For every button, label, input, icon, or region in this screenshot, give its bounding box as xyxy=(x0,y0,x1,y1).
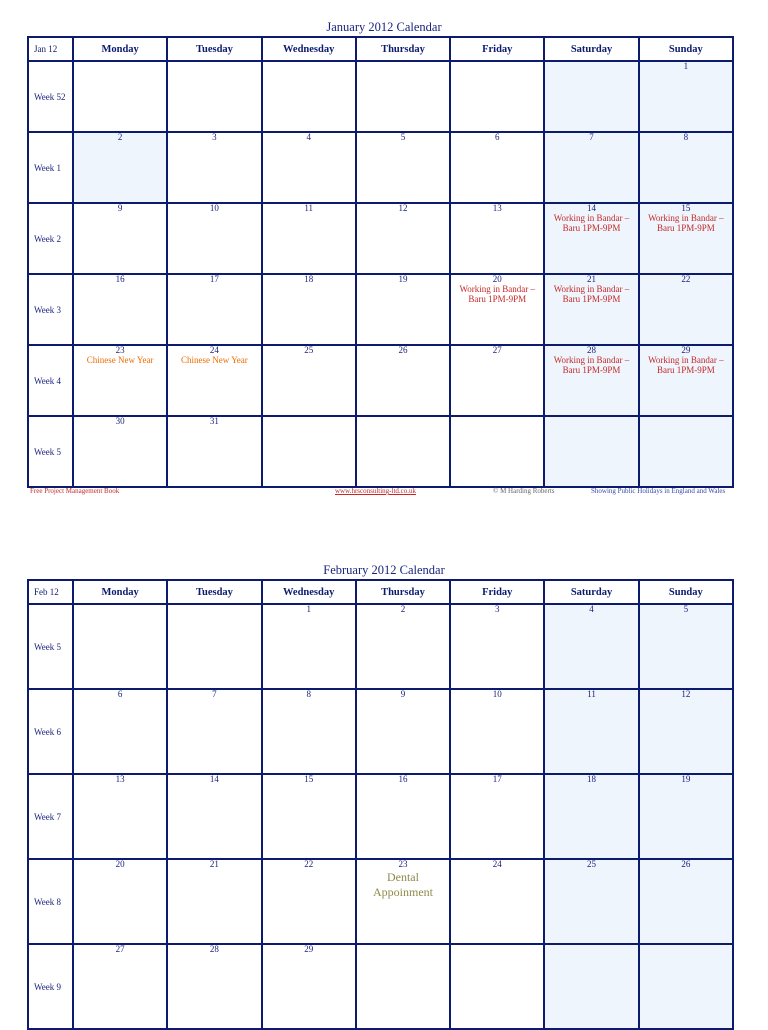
week-label: Week 2 xyxy=(28,203,73,274)
day-cell[interactable] xyxy=(544,689,638,774)
day-number: 7 xyxy=(212,689,217,699)
week-label: Week 6 xyxy=(28,689,73,774)
day-number: 26 xyxy=(398,345,408,355)
day-cell[interactable] xyxy=(356,416,450,487)
day-cell[interactable] xyxy=(73,274,167,345)
day-cell[interactable] xyxy=(167,132,261,203)
day-number: 1 xyxy=(683,61,689,71)
week-label: Week 5 xyxy=(28,604,73,689)
day-number: 16 xyxy=(398,774,408,784)
day-number: 19 xyxy=(398,274,408,284)
day-number: 15 xyxy=(681,203,691,213)
day-cell[interactable] xyxy=(167,859,261,944)
day-cell[interactable] xyxy=(544,859,638,944)
week-label: Week 9 xyxy=(28,944,73,1029)
day-cell[interactable] xyxy=(356,203,450,274)
day-number: 28 xyxy=(209,944,219,954)
day-number: 11 xyxy=(304,203,314,213)
header-tuesday: Tuesday xyxy=(167,580,261,604)
day-cell[interactable] xyxy=(167,604,261,689)
day-cell[interactable] xyxy=(167,416,261,487)
week-row xyxy=(28,132,733,203)
day-number: 8 xyxy=(306,689,311,699)
day-cell[interactable] xyxy=(262,132,356,203)
week-label: Week 4 xyxy=(28,345,73,416)
day-number: 25 xyxy=(304,345,314,355)
day-cell[interactable] xyxy=(73,859,167,944)
day-number: 5 xyxy=(683,604,689,614)
day-cell[interactable] xyxy=(450,274,544,345)
day-cell[interactable] xyxy=(544,416,638,487)
header-wednesday: Wednesday xyxy=(262,37,356,61)
day-cell[interactable] xyxy=(262,345,356,416)
day-cell[interactable] xyxy=(73,774,167,859)
day-cell[interactable] xyxy=(73,132,167,203)
day-number: 7 xyxy=(589,132,594,142)
day-number: 3 xyxy=(212,132,217,142)
day-cell[interactable] xyxy=(73,345,167,416)
day-number: 17 xyxy=(492,774,502,784)
day-cell[interactable] xyxy=(639,774,733,859)
day-cell[interactable] xyxy=(167,61,261,132)
day-number: 2 xyxy=(117,132,123,142)
day-cell[interactable] xyxy=(450,689,544,774)
day-cell[interactable] xyxy=(544,345,638,416)
day-number: 10 xyxy=(209,203,219,213)
week-label: Week 5 xyxy=(28,416,73,487)
header-saturday: Saturday xyxy=(544,37,638,61)
day-cell[interactable] xyxy=(167,345,261,416)
day-cell[interactable] xyxy=(544,132,638,203)
day-cell[interactable] xyxy=(639,61,733,132)
day-number: 9 xyxy=(117,203,123,213)
day-cell[interactable] xyxy=(450,604,544,689)
day-cell[interactable] xyxy=(544,61,638,132)
day-cell[interactable] xyxy=(639,416,733,487)
day-cell[interactable] xyxy=(167,689,261,774)
appointment-label: Dental Appoinment xyxy=(372,870,433,899)
day-cell[interactable] xyxy=(450,61,544,132)
january-calendar-grid xyxy=(27,36,734,488)
day-cell[interactable] xyxy=(262,274,356,345)
month-corner-label: Feb 12 xyxy=(28,580,73,604)
header-tuesday: Tuesday xyxy=(167,37,261,61)
week-row xyxy=(28,345,733,416)
day-cell[interactable] xyxy=(356,859,450,944)
day-number: 14 xyxy=(587,203,597,213)
day-cell[interactable] xyxy=(639,345,733,416)
day-number: 6 xyxy=(117,689,123,699)
day-number: 13 xyxy=(492,203,502,213)
day-cell[interactable] xyxy=(544,274,638,345)
day-number: 25 xyxy=(587,859,597,869)
footer-book-link[interactable]: Free Project Management Book xyxy=(30,487,120,495)
day-number: 4 xyxy=(306,132,311,142)
day-cell[interactable] xyxy=(639,132,733,203)
day-number: 10 xyxy=(492,689,502,699)
day-cell[interactable] xyxy=(262,604,356,689)
february-calendar-grid xyxy=(27,579,734,1030)
day-cell[interactable] xyxy=(544,944,638,1029)
week-row xyxy=(28,944,733,1029)
day-number: 27 xyxy=(492,345,502,355)
holiday-label: Chinese New Year xyxy=(181,355,248,365)
day-cell[interactable] xyxy=(73,944,167,1029)
work-event: Working in Bandar – Baru 1PM-9PM xyxy=(553,213,630,233)
day-cell[interactable] xyxy=(544,203,638,274)
header-thursday: Thursday xyxy=(356,37,450,61)
day-number: 14 xyxy=(209,774,219,784)
day-cell[interactable] xyxy=(73,689,167,774)
header-monday: Monday xyxy=(73,580,167,604)
day-cell[interactable] xyxy=(73,604,167,689)
day-cell[interactable] xyxy=(167,274,261,345)
header-monday: Monday xyxy=(73,37,167,61)
week-label: Week 8 xyxy=(28,859,73,944)
day-number: 17 xyxy=(209,274,219,284)
week-label: Week 7 xyxy=(28,774,73,859)
day-number: 12 xyxy=(398,203,408,213)
day-cell[interactable] xyxy=(356,774,450,859)
footer-credit: © M Harding Roberts xyxy=(493,487,555,495)
header-thursday: Thursday xyxy=(356,580,450,604)
header-sunday: Sunday xyxy=(639,37,733,61)
day-cell[interactable] xyxy=(356,345,450,416)
day-number: 21 xyxy=(587,274,597,284)
day-cell[interactable] xyxy=(639,944,733,1029)
work-event: Working in Bandar – Baru 1PM-9PM xyxy=(553,355,630,375)
day-cell[interactable] xyxy=(356,132,450,203)
day-number: 1 xyxy=(306,604,311,614)
month-corner-label: Jan 12 xyxy=(28,37,73,61)
day-cell[interactable] xyxy=(73,203,167,274)
day-cell[interactable] xyxy=(450,944,544,1029)
day-cell[interactable] xyxy=(639,859,733,944)
week-row xyxy=(28,61,733,132)
day-cell[interactable] xyxy=(262,416,356,487)
day-number: 19 xyxy=(681,774,691,784)
day-cell[interactable] xyxy=(356,689,450,774)
day-cell[interactable] xyxy=(639,604,733,689)
day-number: 13 xyxy=(115,774,125,784)
day-number: 23 xyxy=(398,859,408,869)
day-cell[interactable] xyxy=(262,774,356,859)
day-number: 2 xyxy=(400,604,406,614)
day-number: 24 xyxy=(209,345,219,355)
day-cell[interactable] xyxy=(450,774,544,859)
day-cell[interactable] xyxy=(167,774,261,859)
week-row xyxy=(28,689,733,774)
day-number: 21 xyxy=(209,859,219,869)
header-wednesday: Wednesday xyxy=(262,580,356,604)
day-number: 8 xyxy=(683,132,689,142)
week-label: Week 1 xyxy=(28,132,73,203)
week-row xyxy=(28,604,733,689)
day-cell[interactable] xyxy=(639,203,733,274)
day-cell[interactable] xyxy=(262,61,356,132)
day-number: 6 xyxy=(495,132,500,142)
day-number: 18 xyxy=(304,274,314,284)
day-number: 27 xyxy=(115,944,125,954)
week-row xyxy=(28,859,733,944)
day-number: 24 xyxy=(492,859,502,869)
day-number: 12 xyxy=(681,689,691,699)
footer-website-link[interactable]: www.hrsconsulting-ltd.co.uk xyxy=(335,487,417,495)
week-row xyxy=(28,774,733,859)
day-number: 22 xyxy=(681,274,691,284)
day-cell[interactable] xyxy=(262,859,356,944)
work-event: Working in Bandar – Baru 1PM-9PM xyxy=(648,213,724,233)
day-cell[interactable] xyxy=(544,774,638,859)
header-friday: Friday xyxy=(450,37,544,61)
day-number: 31 xyxy=(209,416,219,426)
day-cell[interactable] xyxy=(450,859,544,944)
day-cell[interactable] xyxy=(356,944,450,1029)
day-number: 23 xyxy=(115,345,125,355)
day-cell[interactable] xyxy=(167,944,261,1029)
day-number: 20 xyxy=(115,859,125,869)
day-cell[interactable] xyxy=(450,345,544,416)
day-number: 29 xyxy=(304,944,314,954)
day-cell[interactable] xyxy=(450,132,544,203)
work-event: Working in Bandar – Baru 1PM-9PM xyxy=(553,284,630,304)
day-cell[interactable] xyxy=(262,203,356,274)
week-label: Week 3 xyxy=(28,274,73,345)
day-number: 29 xyxy=(681,345,691,355)
day-number: 3 xyxy=(495,604,500,614)
day-number: 18 xyxy=(587,774,597,784)
holiday-label: Chinese New Year xyxy=(86,355,154,365)
day-cell[interactable] xyxy=(356,61,450,132)
day-number: 28 xyxy=(587,345,597,355)
day-cell[interactable] xyxy=(450,416,544,487)
day-number: 5 xyxy=(400,132,406,142)
january-calendar-title: January 2012 Calendar xyxy=(326,20,442,34)
day-number: 26 xyxy=(681,859,691,869)
header-saturday: Saturday xyxy=(544,580,638,604)
day-cell[interactable] xyxy=(73,61,167,132)
week-row xyxy=(28,203,733,274)
day-cell[interactable] xyxy=(356,274,450,345)
footer-holidays-note: Showing Public Holidays in England and Wales xyxy=(591,487,726,495)
day-number: 15 xyxy=(304,774,314,784)
work-event: Working in Bandar – Baru 1PM-9PM xyxy=(648,355,724,375)
day-cell[interactable] xyxy=(356,604,450,689)
day-cell[interactable] xyxy=(450,203,544,274)
day-number: 30 xyxy=(115,416,125,426)
header-friday: Friday xyxy=(450,580,544,604)
day-cell[interactable] xyxy=(639,274,733,345)
week-label: Week 52 xyxy=(28,61,73,132)
work-event: Working in Bandar – Baru 1PM-9PM xyxy=(459,284,536,304)
week-row xyxy=(28,274,733,345)
week-row xyxy=(28,416,733,487)
header-sunday: Sunday xyxy=(639,580,733,604)
day-number: 20 xyxy=(492,274,502,284)
day-cell[interactable] xyxy=(262,689,356,774)
day-cell[interactable] xyxy=(639,689,733,774)
day-number: 4 xyxy=(589,604,594,614)
day-number: 22 xyxy=(304,859,314,869)
day-number: 9 xyxy=(400,689,406,699)
day-cell[interactable] xyxy=(73,416,167,487)
day-cell[interactable] xyxy=(262,944,356,1029)
day-cell[interactable] xyxy=(544,604,638,689)
day-cell[interactable] xyxy=(167,203,261,274)
day-number: 11 xyxy=(587,689,596,699)
day-number: 16 xyxy=(115,274,125,284)
february-calendar-title: February 2012 Calendar xyxy=(323,563,445,577)
